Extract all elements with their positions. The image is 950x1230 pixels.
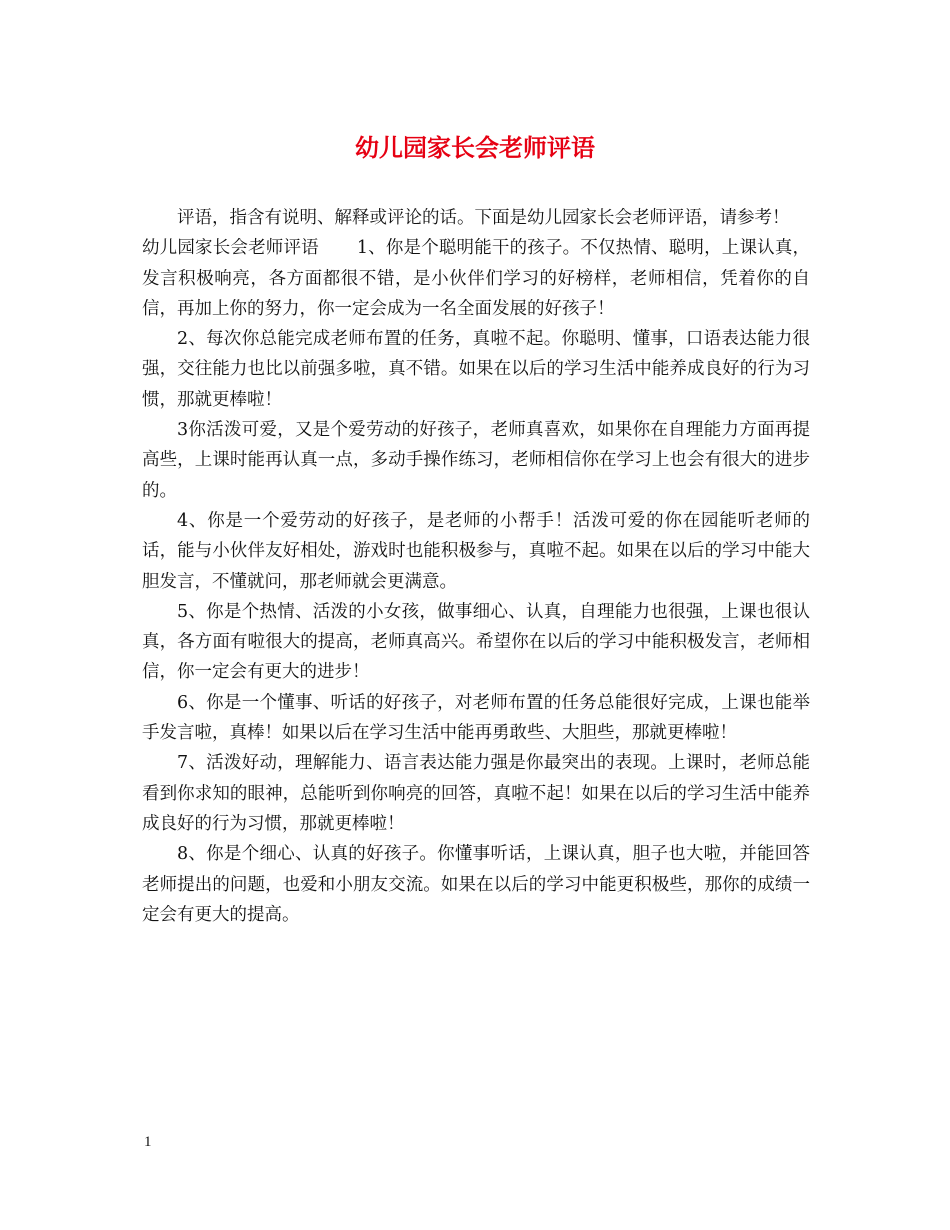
comment-paragraph-5: 5、你是个热情、活泼的小女孩，做事细心、认真，自理能力也很强，上课也很认真，各方面有啦很大的提高，老师真高兴。希望你在以后的学习中能积极发言，老师相信，你一定会有更大的进步！ xyxy=(142,601,810,683)
comment-paragraph-4: 4、你是一个爱劳动的好孩子，是老师的小帮手！活泼可爱的你在园能听老师的话，能与小伙伴友好相处，游戏时也能积极参与，真啦不起。如果在以后的学习中能大胆发言，不懂就问，那老师就会更满意。 xyxy=(142,510,810,592)
comment-paragraph-3: 3你活泼可爱，又是个爱劳动的好孩子，老师真喜欢，如果你在自理能力方面再提高些，上课时能再认真一点，多动手操作练习，老师相信你在学习上也会有很大的进步的。 xyxy=(142,420,810,501)
comment-paragraph-6: 6、你是一个懂事、听话的好孩子，对老师布置的任务总能很好完成，上课也能举手发言啦，真棒！如果以后在学习生活中能再勇敢些、大胆些，那就更棒啦！ xyxy=(142,692,810,744)
intro-paragraph: 评语，指含有说明、解释或评论的话。下面是幼儿园家长会老师评语，请参考！ xyxy=(177,208,790,228)
comment-paragraph-7: 7、活泼好动，理解能力、语言表达能力强是你最突出的表现。上课时，老师总能看到你求知的眼神，总能听到你响亮的回答，真啦不起！如果在以后的学习生活中能养成良好的行为习惯，那就更棒啦！ xyxy=(142,753,810,834)
page-number: 1 xyxy=(144,1134,152,1150)
document-body xyxy=(142,203,810,930)
comment-paragraph-8: 8、你是个细心、认真的好孩子。你懂事听话，上课认真，胆子也大啦，并能回答老师提出的问题，也爱和小朋友交流。如果在以后的学习中能更积极些，那你的成绩一定会有更大的提高。 xyxy=(142,844,810,925)
comment-paragraph-2: 2、每次你总能完成老师布置的任务，真啦不起。你聪明、懂事，口语表达能力很强，交往能力也比以前强多啦，真不错。如果在以后的学习生活中能养成良好的行为习惯，那就更棒啦！ xyxy=(142,329,810,410)
section-label: 幼儿园家长会老师评语 xyxy=(142,238,319,259)
comment-paragraph-1 xyxy=(142,233,810,324)
comment-text-1: 1、你是个聪明能干的孩子。不仅热情、聪明，上课认真，发言积极响亮，各方面都很不错，是小伙伴们学习的好榜样，老师相信，凭着你的自信，再加上你的努力，你一定会成为一名全面发展的好孩子！ xyxy=(142,238,811,319)
document-title: 幼儿园家长会老师评语 xyxy=(355,133,595,162)
